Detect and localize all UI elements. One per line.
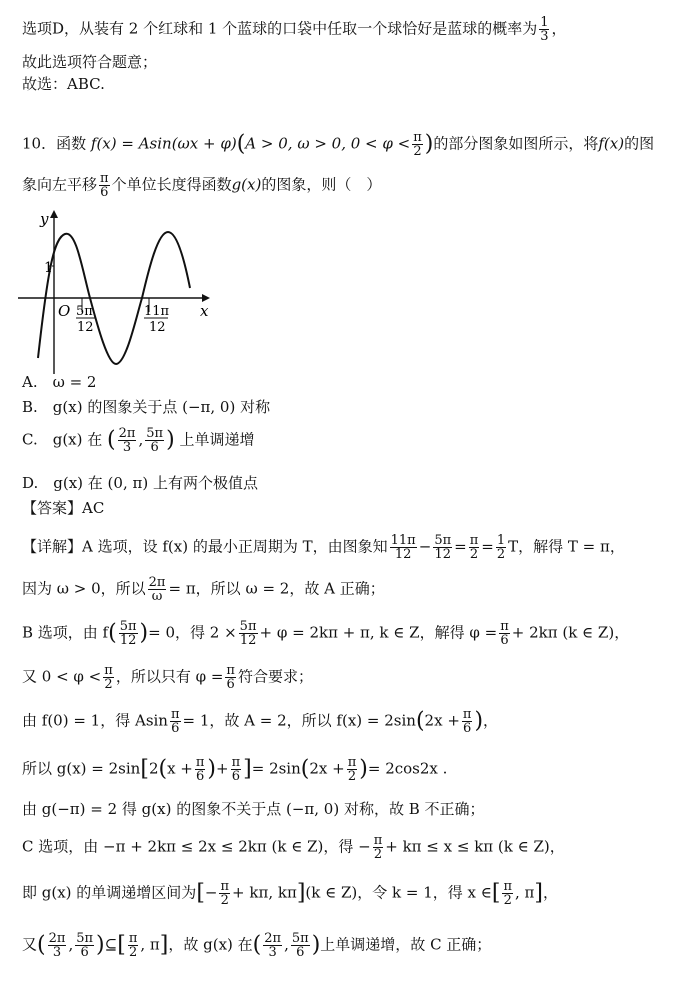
fraction	[499, 620, 510, 647]
frac-num: 2π	[148, 575, 166, 590]
frac-num: π	[170, 707, 180, 722]
frac-num: 2π	[118, 426, 136, 441]
frac-den: 3	[122, 440, 132, 455]
tick1-den: 12	[77, 320, 94, 335]
sol-text: 又 0 < φ <	[22, 667, 102, 686]
sine-graph	[18, 208, 218, 374]
sol-text: 所以 g(x) = 2sin	[22, 759, 141, 778]
frac-den: 6	[80, 945, 89, 960]
frac-den: 3	[268, 945, 277, 960]
tick1-num: 5π	[76, 304, 93, 319]
frac-den: 6	[500, 633, 509, 648]
sol-text: (k ∈ Z)，令 k = 1，得 x ∈	[305, 883, 492, 902]
fraction	[347, 756, 358, 783]
frac-num: π	[220, 879, 230, 894]
option-c-pre: C. g(x) 在	[22, 430, 103, 449]
fraction	[119, 620, 138, 647]
sol-text: + kπ ≤ x ≤ kπ (k ∈ Z)，	[385, 837, 565, 856]
paren-open: (	[158, 756, 168, 782]
sol-text: = 2cos2x .	[367, 759, 448, 778]
frac-num: 5π	[239, 619, 257, 634]
frac-den: 6	[296, 945, 305, 960]
frac-den: 2	[469, 547, 479, 562]
sol-text: = 2sin	[251, 759, 301, 778]
q10-condition: A > 0, ω > 0, 0 < φ <	[245, 134, 411, 153]
frac-den: 2	[128, 945, 138, 960]
sol-op: +	[216, 759, 229, 778]
frac-den: 6	[171, 721, 180, 736]
frac-den: ω	[151, 589, 163, 604]
bracket-close: ]	[296, 880, 306, 906]
fraction	[239, 620, 258, 647]
frac-num: 1	[496, 533, 506, 548]
sol-text: 因为 ω > 0，所以	[22, 579, 146, 598]
frac-num: π	[100, 171, 109, 186]
solution-line1	[22, 534, 625, 561]
fraction	[148, 576, 167, 603]
y-axis-arrow	[50, 210, 58, 218]
sol-text: ，	[483, 711, 499, 730]
frac-den: 6	[150, 440, 159, 455]
paren-open: (	[236, 131, 246, 157]
frac-den: 6	[231, 769, 240, 784]
y-tick-label: 1	[44, 260, 53, 276]
frac-num: π	[469, 533, 479, 548]
paren-close: )	[166, 427, 175, 453]
prev-option-d-text: 选项D，从装有 2 个红球和 1 个蓝球的口袋中任取一个球恰好是蓝球的概率为	[22, 19, 538, 38]
frac-den: 3	[540, 29, 549, 44]
fraction	[195, 756, 206, 783]
sol-op: =	[481, 537, 494, 556]
sol-text: x +	[167, 759, 193, 778]
sol-op: −	[418, 537, 432, 556]
paren-close: )	[139, 620, 149, 646]
fraction	[539, 16, 549, 43]
fraction	[219, 880, 230, 907]
option-a: A. ω = 2	[22, 373, 97, 391]
frac-num: π	[128, 931, 138, 946]
q10-stem2-a: 象向左平移	[22, 175, 98, 194]
frac-num: π	[195, 755, 205, 770]
paren-close: )	[96, 932, 105, 958]
frac-num: 5π	[76, 931, 94, 946]
paren-close: )	[207, 756, 217, 782]
sol-text: ，	[543, 883, 559, 902]
frac-num: π	[500, 619, 509, 634]
sol-op: =	[454, 537, 467, 556]
paren-open: (	[252, 932, 262, 958]
q10-stem-a: 函数	[56, 134, 87, 153]
sol-text: 又	[22, 935, 38, 954]
frac-num: π	[226, 663, 235, 678]
frac-den: 3	[52, 945, 62, 960]
sol-text: 由 f(0) = 1，得 Asin	[22, 711, 168, 730]
frac-num: π	[503, 879, 513, 894]
solution-line8	[22, 834, 565, 861]
sol-text: B 选项，由 f	[22, 623, 109, 642]
frac-num: π	[231, 755, 241, 770]
solution-line7: 由 g(−π) = 2 得 g(x) 的图象不关于点 (−π, 0) 对称，故 B 不正确；	[22, 800, 485, 818]
paren-open: (	[415, 708, 425, 734]
sol-text: 【详解】A 选项，设 f(x) 的最小正周期为 T，由图象知	[22, 537, 388, 556]
frac-num: 2π	[48, 931, 66, 946]
sol-text: C 选项，由 −π + 2kπ ≤ 2x ≤ 2kπ (k ∈ Z)，得 −	[22, 837, 371, 856]
paren-open: (	[37, 932, 46, 958]
frac-den: 12	[434, 547, 451, 562]
fraction	[469, 534, 480, 561]
fraction	[373, 834, 384, 861]
paren-close: )	[359, 756, 368, 782]
sol-text: = 1，故 A = 2，所以 f(x) = 2sin	[182, 711, 416, 730]
frac-num: π	[104, 663, 113, 678]
option-d: D. g(x) 在 (0, π) 上有两个极值点	[22, 474, 258, 492]
tick2-num: 11π	[144, 304, 170, 319]
sol-op: ⊆	[104, 935, 118, 954]
option-c: C. g(x) 在 ( $\frac{2\pi}{3}$ , $\frac{5\pi}{6}$ ) 上单调递增	[22, 426, 255, 455]
frac-num: π	[462, 707, 472, 722]
sol-text: T，解得 T = π，	[508, 537, 625, 556]
bracket-close: ]	[534, 880, 544, 906]
option-b: B. g(x) 的图象关于点 (−π, 0) 对称	[22, 398, 271, 416]
frac-den: 12	[394, 547, 412, 562]
frac-num: 2π	[264, 931, 282, 946]
fraction	[99, 172, 110, 199]
solution-line10: 又( $\frac{2\pi}{3}$ , $\frac{5\pi}{6}$ )⊆[ $\frac{\pi}{2}$ , π]，故 g(x) 在( $\frac{2\pi}{3}$ , $\frac{5\pi}{6}$ )上单调递增，故 C 正确；	[22, 931, 492, 960]
sol-text: = π，所以 ω = 2，故 A 正确；	[168, 579, 385, 598]
prev-option-d	[22, 16, 567, 43]
frac-den: 12	[119, 633, 137, 648]
fraction	[225, 664, 236, 691]
frac-num: π	[413, 130, 422, 145]
tick2-den: 12	[149, 320, 166, 335]
prev-conclusion: 故此选项符合题意；	[22, 53, 158, 71]
frac-num: 5π	[434, 533, 452, 548]
frac-num: 11π	[390, 533, 416, 548]
sol-text: + φ = 2kπ + π, k ∈ Z，解得 φ =	[259, 623, 498, 642]
fraction	[103, 664, 114, 691]
frac-den: 2	[413, 144, 422, 159]
sol-text: 上单调递增，故 C 正确；	[320, 935, 492, 954]
sol-text: + kπ, kπ	[232, 883, 297, 902]
fraction	[390, 534, 417, 561]
bracket-open: [	[196, 880, 205, 906]
frac-den: 2	[496, 547, 506, 562]
fraction	[433, 534, 452, 561]
q10-stem-line2	[22, 172, 381, 199]
x-axis-label: x	[200, 302, 209, 320]
frac-den: 12	[239, 633, 257, 648]
frac-den: 6	[196, 769, 205, 784]
x-axis-arrow	[202, 294, 210, 302]
q10-function: f(x) = Asin(ωx + φ)	[90, 134, 237, 153]
punct: ，	[551, 19, 567, 38]
sol-text: ，故 g(x) 在	[168, 935, 253, 954]
frac-num: 5π	[291, 931, 309, 946]
sol-text: 即 g(x) 的单调递增区间为	[22, 883, 197, 902]
solution-line5	[22, 708, 498, 735]
paren-close: )	[474, 708, 484, 734]
q10-stem2-c: 的图象，则（ ）	[261, 175, 382, 194]
sol-text: 2x +	[309, 759, 345, 778]
frac-num: π	[347, 755, 357, 770]
sol-text: 2	[148, 759, 159, 778]
frac-num: π	[373, 833, 383, 848]
fraction	[170, 708, 181, 735]
fraction	[462, 708, 473, 735]
frac-den: 6	[226, 677, 235, 692]
fraction	[496, 534, 506, 561]
fraction	[412, 131, 423, 158]
origin-label: O	[58, 302, 71, 320]
q10-fx: f(x)	[598, 134, 625, 153]
frac-den: 6	[100, 185, 109, 200]
question-number: 10．	[22, 134, 57, 153]
q10-stem2-b: 个单位长度得函数	[111, 175, 232, 194]
paren-open: (	[107, 427, 116, 453]
fraction	[75, 932, 94, 959]
bracket-open: [	[140, 756, 149, 782]
paren-close: )	[424, 131, 434, 157]
frac-den: 2	[104, 677, 113, 692]
y-axis-label: y	[40, 210, 49, 228]
q10-stem-c: 的图	[624, 134, 655, 153]
sol-text: , π	[515, 883, 535, 902]
fraction	[48, 932, 67, 959]
frac-num: 5π	[119, 619, 137, 634]
paren-close: )	[311, 932, 321, 958]
frac-num: 5π	[146, 426, 164, 441]
bracket-open: [	[491, 880, 501, 906]
sol-text: ，所以只有 φ =	[115, 667, 224, 686]
solution-line3	[22, 620, 629, 647]
fraction	[231, 756, 242, 783]
frac-den: 2	[373, 847, 383, 862]
bracket-close: ]	[243, 756, 252, 782]
fraction	[128, 932, 139, 959]
sol-op: −	[204, 883, 218, 902]
fraction	[263, 932, 282, 959]
sol-text: 符合要求；	[237, 667, 313, 686]
fraction	[502, 880, 513, 907]
frac-num: 1	[540, 15, 549, 30]
solution-line2	[22, 576, 385, 603]
frac-den: 2	[503, 893, 512, 908]
prev-answer: 故选：ABC.	[22, 75, 105, 93]
q10-gx: g(x)	[231, 175, 262, 194]
frac-den: 6	[463, 721, 472, 736]
frac-den: 2	[347, 769, 357, 784]
fraction	[118, 427, 137, 454]
sol-text: , π	[140, 935, 160, 954]
frac-den: 2	[220, 893, 229, 908]
sol-text: = 0，得 2 ×	[148, 623, 237, 642]
sol-text: + 2kπ (k ∈ Z)，	[511, 623, 630, 642]
answer: 【答案】AC	[22, 499, 105, 517]
solution-line9	[22, 880, 558, 907]
paren-open: (	[300, 756, 310, 782]
fraction	[291, 932, 310, 959]
q10-stem-b: 的部分图象如图所示，将	[433, 134, 599, 153]
solution-line6	[22, 756, 447, 783]
option-c-post: 上单调递增	[179, 430, 255, 449]
sol-text: 2x +	[424, 711, 460, 730]
q10-stem-line1	[22, 131, 654, 158]
paren-open: (	[108, 620, 117, 646]
bracket-close: ]	[159, 932, 169, 958]
fraction	[145, 427, 164, 454]
solution-line4	[22, 664, 313, 691]
bracket-open: [	[117, 932, 126, 958]
